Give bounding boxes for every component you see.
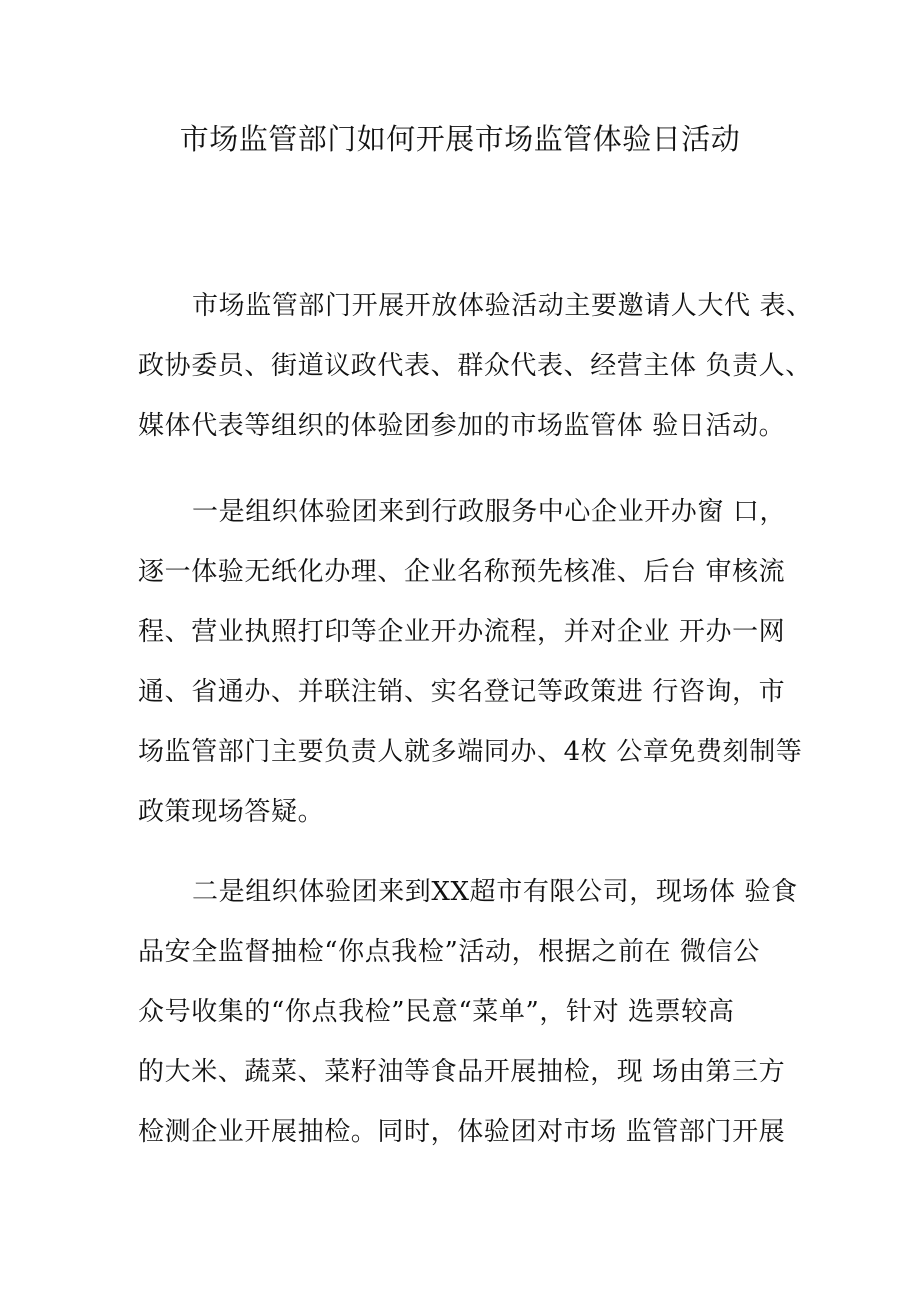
paragraph-line: 逐一体验无纸化办理、企业名称预先核准、后台 审核流 [138,557,786,587]
paragraph-line: 市场监管部门开展开放体验活动主要邀请人大代 表、 [192,291,813,321]
paragraph-line: 品安全监督抽检“你点我检”活动，根据之前在 微信公 [138,937,760,967]
paragraph-line: 检测企业开展抽检。同时，体验团对市场 监管部门开展 [138,1117,786,1147]
paragraph-line: 政策现场答疑。 [138,797,325,827]
paragraph-line: 的大米、蔬菜、菜籽油等食品开展抽检，现 场由第三方 [138,1057,786,1087]
paragraph-line: 政协委员、街道议政代表、群众代表、经营主体 负责人、 [138,351,812,381]
paragraph-line: 众号收集的“你点我检”民意“菜单”，针对 选票较高 [138,997,735,1027]
paragraph-line: 通、省通办、并联注销、实名登记等政策进 行咨询，市 [138,677,786,707]
paragraph-line: 二是组织体验团来到XX超市有限公司，现场体 验食 [192,877,798,907]
paragraph-line: 场监管部门主要负责人就多端同办、4枚 公章免费刻制等 [138,737,803,767]
paragraph-line: 一是组织体验团来到行政服务中心企业开办窗 口， [192,497,787,527]
document-title: 市场监管部门如何开展市场监管体验日活动 [179,122,741,156]
paragraph-line: 程、营业执照打印等企业开办流程，并对企业 开办一网 [138,617,786,647]
paragraph-line: 媒体代表等组织的体验团参加的市场监管体 验日活动。 [138,411,786,441]
